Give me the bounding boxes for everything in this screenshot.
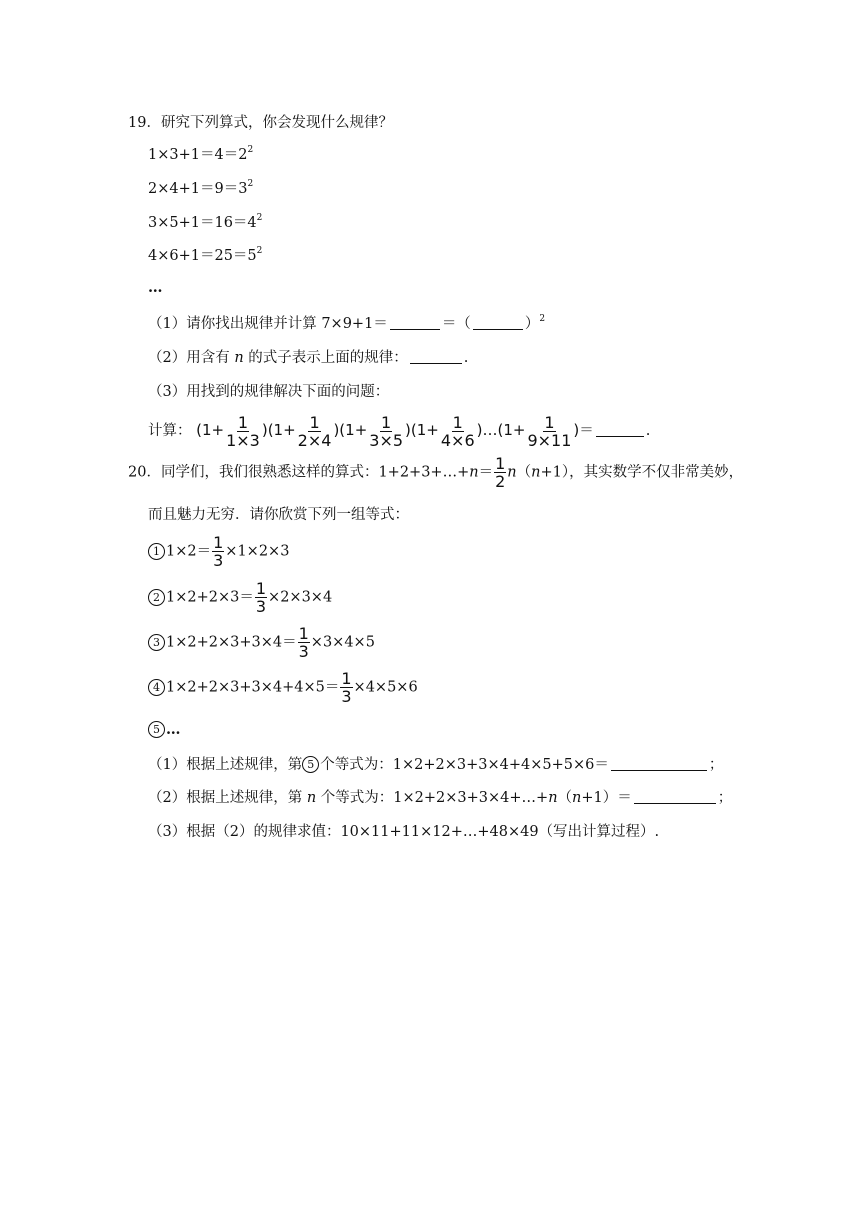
q20-eq-4: 4 1×2+2×3+3×4+4×5＝ $\frac{1}{3}$ ×4×5×6 (148, 670, 418, 705)
q19-eq-3: $3\times 5+1=16=4^2$ (148, 213, 263, 231)
q19-eq-2: $2\times 4+1=9=3^2$ (148, 179, 254, 197)
fraction: $\frac{1}{1\times 3}$ (226, 412, 260, 450)
q20-eq-5: 5 … (148, 720, 181, 740)
circled-number: 5 (148, 721, 165, 738)
q20-eq-2: 2 1×2+2×3＝ $\frac{1}{3}$ ×2×3×4 (148, 580, 332, 615)
q19-eq-1: $1\times 3+1=4=2^2$ (148, 145, 254, 163)
q20-eq-1: 1 1×2＝ $\frac{1}{3}$ ×1×2×3 (148, 534, 289, 569)
q19-part-1: （1）请你找出规律并计算 7×9+1＝ ＝（ ）$^2$ (148, 314, 546, 332)
q20-intro-line-1: 20．同学们，我们很熟悉这样的算式：1+2+3+…+n＝ $\frac{1}{2}$ n（n+1），其实数学不仅非常美妙， (128, 454, 744, 491)
fraction: $\frac{1}{3}$ (341, 669, 352, 706)
q19-calc: 计算： (1+ $\frac{1}{1\times 3}$ )(1+ $\frac{1}{2\times 4}$ )(1+ $\frac{1}{3\times 5}$ )(1+ $\frac{1}{4\times 6}$ )…(1+ $\frac{1}{9\times 11}$ )＝ . (148, 412, 651, 450)
fraction: $\frac{1}{9\times 11}$ (527, 412, 572, 450)
answer-blank[interactable] (473, 315, 523, 330)
q20-part-3: （3）根据（2）的规律求值：10×11+11×12+…+48×49（写出计算过程）. (148, 824, 660, 840)
fraction: $\frac{1}{2}$ (495, 454, 506, 491)
fraction: $\frac{1}{3\times 5}$ (369, 412, 404, 450)
q19-eq-4: $4\times 6+1=25=5^2$ (148, 246, 263, 264)
q20-part-1: （1）根据上述规律，第 5 个等式为：1×2+2×3+3×4+4×5+5×6＝ ； (148, 757, 724, 773)
fraction: $\frac{1}{4\times 6}$ (440, 412, 475, 450)
q19-part-3: （3）用找到的规律解决下面的问题： (148, 384, 390, 400)
circled-number: 5 (302, 756, 319, 773)
circled-number: 1 (148, 543, 165, 560)
fraction: $\frac{1}{3}$ (255, 579, 267, 616)
q20-eq-3: 3 1×2+2×3+3×4＝ $\frac{1}{3}$ ×3×4×5 (148, 625, 375, 660)
q19-part-2: （2）用含有 n 的式子表示上面的规律： . (148, 350, 469, 366)
circled-number: 3 (148, 634, 165, 651)
q20-intro-line-2: 而且魅力无穷．请你欣赏下列一组等式： (148, 507, 409, 523)
q19-ellipsis: … (148, 279, 163, 296)
answer-blank[interactable] (596, 422, 644, 437)
q19-title: 19．研究下列算式，你会发现什么规律？ (128, 115, 393, 131)
fraction: $\frac{1}{3}$ (213, 533, 224, 570)
q20-part-2: （2）根据上述规律，第 n 个等式为：1×2+2×3+3×4+…+n（n+1）＝ ； (148, 790, 733, 806)
circled-number: 2 (148, 589, 165, 606)
circled-number: 4 (148, 679, 165, 696)
answer-blank[interactable] (390, 315, 440, 330)
fraction: $\frac{1}{3}$ (298, 624, 309, 661)
answer-blank[interactable] (410, 349, 462, 364)
answer-blank[interactable] (634, 789, 716, 804)
fraction: $\frac{1}{2\times 4}$ (297, 412, 332, 450)
answer-blank[interactable] (611, 756, 707, 771)
